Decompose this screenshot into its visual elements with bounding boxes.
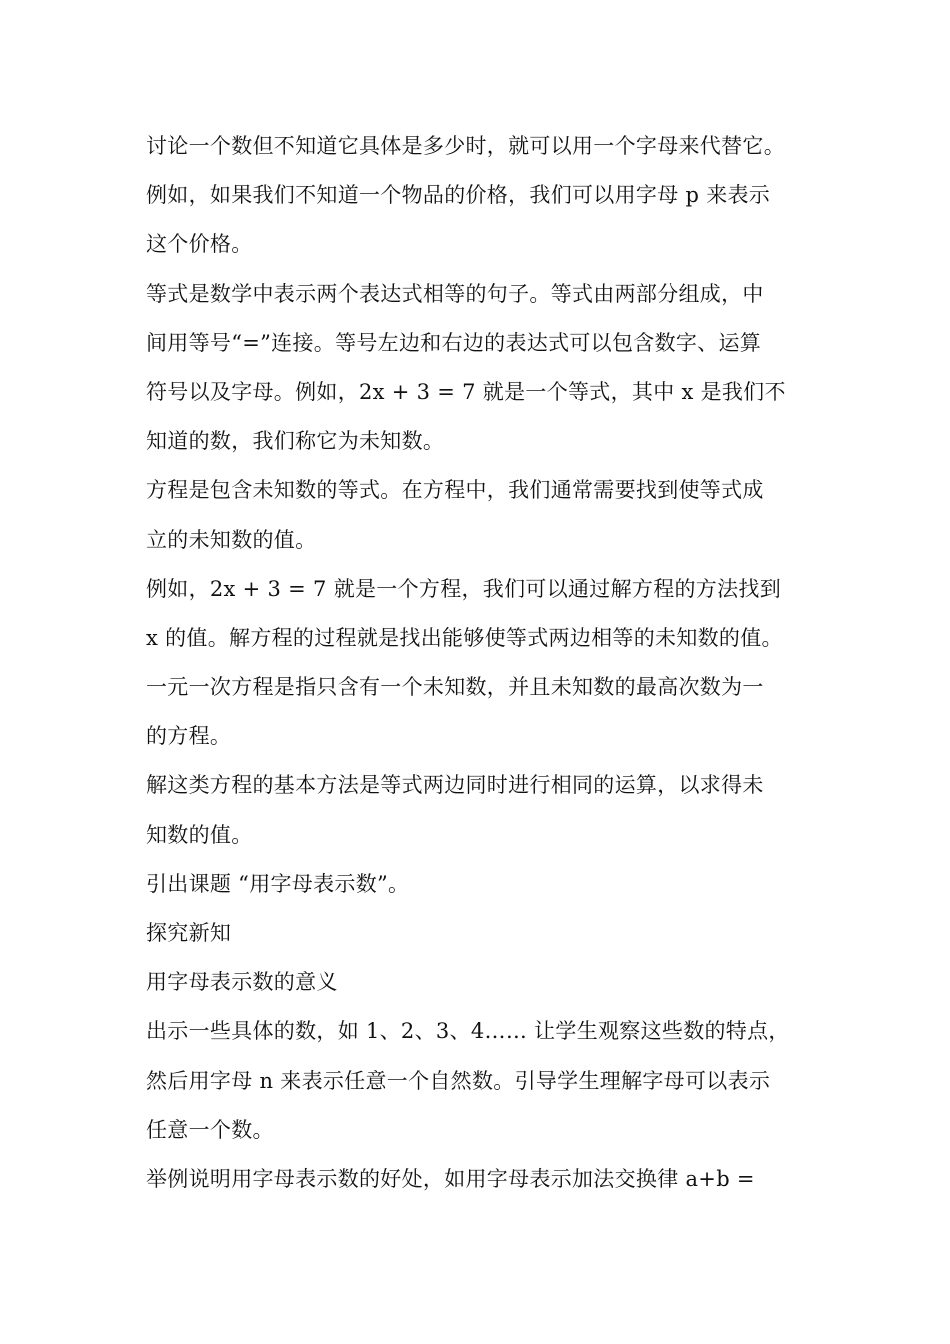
text-line: 符号以及字母。例如，2x + 3 = 7 就是一个等式，其中 x 是我们不 (146, 379, 786, 404)
section-heading: 探究新知 (146, 921, 232, 945)
text-line: 讨论一个数但不知道它具体是多少时，就可以用一个字母来代替它。 (146, 134, 785, 158)
text-line: 立的未知数的值。 (146, 527, 317, 552)
text-line: 然后用字母 n 来表示任意一个自然数。引导学生理解字母可以表示 (146, 1068, 771, 1093)
text-line: 间用等号“=”连接。等号左边和右边的表达式可以包含数字、运算 (146, 330, 762, 355)
lesson-topic-line: 引出课题 “用字母表示数”。 (146, 871, 410, 896)
text-line: 一元一次方程是指只含有一个未知数，并且未知数的最高次数为一 (146, 675, 764, 700)
text-line: 例如，如果我们不知道一个物品的价格，我们可以用字母 p 来表示 (146, 183, 771, 208)
text-line: 任意一个数。 (146, 1117, 274, 1142)
text-line: 这个价格。 (146, 232, 253, 257)
text-line: 举例说明用字母表示数的好处，如用字母表示加法交换律 a+b = (146, 1166, 755, 1191)
text-line: 等式是数学中表示两个表达式相等的句子。等式由两部分组成，中 (146, 281, 764, 306)
text-line: 知数的值。 (146, 822, 253, 847)
document-body (146, 122, 826, 1204)
text-line: 的方程。 (146, 724, 232, 749)
text-line: 例如，2x + 3 = 7 就是一个方程，我们可以通过解方程的方法找到 (146, 576, 781, 601)
text-line: 解这类方程的基本方法是等式两边同时进行相同的运算，以求得未 (146, 773, 764, 798)
text-line: 方程是包含未知数的等式。在方程中，我们通常需要找到使等式成 (146, 478, 764, 503)
subsection-heading: 用字母表示数的意义 (146, 970, 338, 995)
text-line: 知道的数，我们称它为未知数。 (146, 429, 445, 454)
text-line: 出示一些具体的数，如 1、2、3、4…… 让学生观察这些数的特点， (146, 1019, 790, 1044)
text-line: x 的值。解方程的过程就是找出能够使等式两边相等的未知数的值。 (146, 625, 783, 650)
